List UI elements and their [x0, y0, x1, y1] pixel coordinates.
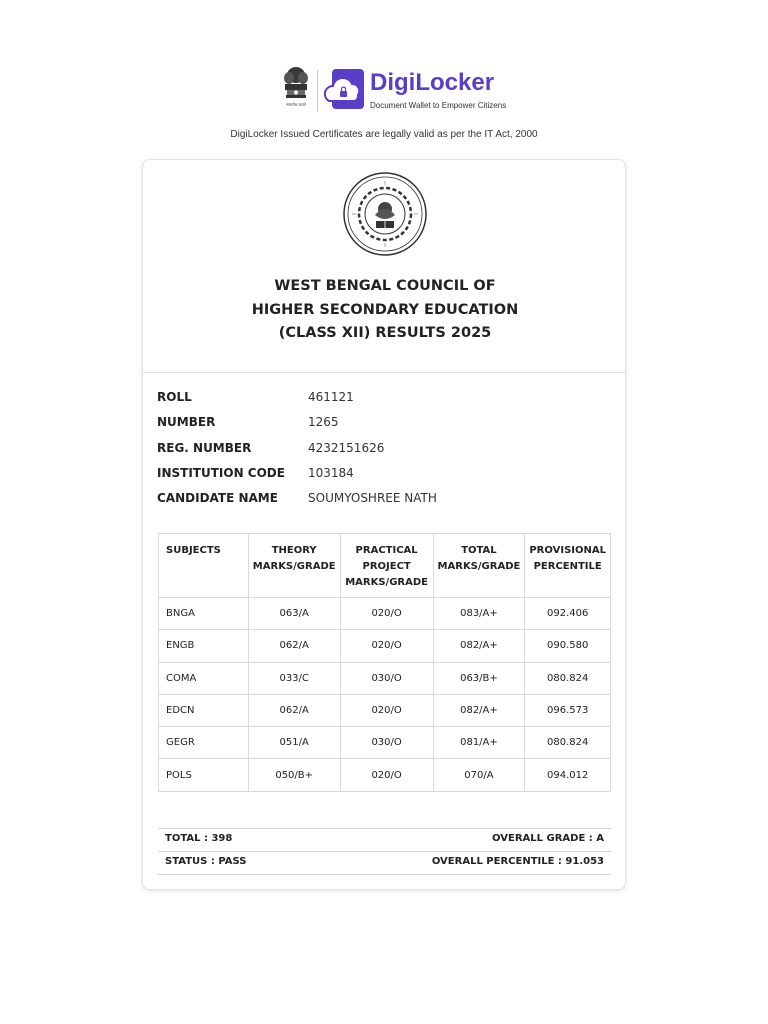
table-row	[159, 759, 611, 791]
table-header-row	[159, 534, 611, 598]
detail-row-reg-number	[157, 441, 617, 466]
detail-label: NUMBER	[157, 415, 216, 430]
table-row	[159, 727, 611, 759]
candidate-details	[157, 390, 617, 516]
detail-value: 461121	[308, 390, 354, 404]
table-row	[159, 598, 611, 630]
brand-tagline: Document Wallet to Empower Citizens	[370, 101, 507, 110]
overall-percentile: OVERALL PERCENTILE : 91.053	[431, 856, 604, 867]
theory-cell: 033/C	[248, 662, 340, 694]
percentile-cell: 094.012	[525, 759, 611, 791]
percentile-cell: 090.580	[525, 630, 611, 662]
column-header-theory: THEORY MARKS/GRADE	[248, 534, 340, 598]
table-row	[159, 630, 611, 662]
total-cell: 083/A+	[433, 598, 525, 630]
marks-table	[158, 533, 611, 792]
board-title	[143, 275, 627, 346]
practical-cell: 020/O	[340, 598, 433, 630]
practical-cell: 020/O	[340, 694, 433, 726]
total-cell: 082/A+	[433, 630, 525, 662]
practical-cell: 020/O	[340, 759, 433, 791]
legal-notice: DigiLocker Issued Certificates are legally valid as per the IT Act, 2000	[230, 129, 538, 140]
subject-cell: POLS	[159, 759, 249, 791]
theory-cell: 050/B+	[248, 759, 340, 791]
council-seal-icon	[342, 171, 428, 257]
percentile-cell: 092.406	[525, 598, 611, 630]
summary-row-status	[158, 851, 611, 875]
digilocker-logo-icon	[323, 67, 367, 113]
detail-row-roll	[157, 390, 617, 415]
column-header-practical: PRACTICAL PROJECT MARKS/GRADE	[340, 534, 433, 598]
theory-cell: 062/A	[248, 630, 340, 662]
table-row	[159, 694, 611, 726]
detail-value: 1265	[308, 415, 339, 430]
detail-label: REG. NUMBER	[157, 440, 252, 455]
certificate-card	[142, 159, 626, 890]
emblem-caption: सत्यमेव जयते	[286, 102, 306, 107]
digilocker-header	[0, 62, 768, 118]
detail-value: SOUMYOSHREE NATH	[308, 491, 437, 506]
detail-value: 4232151626	[308, 440, 385, 455]
column-header-subjects: SUBJECTS	[159, 534, 249, 598]
brand-name: DigiLocker	[370, 69, 495, 96]
percentile-cell: 080.824	[525, 727, 611, 759]
percentile-cell: 080.824	[525, 662, 611, 694]
column-header-total: TOTAL MARKS/GRADE	[433, 534, 525, 598]
practical-cell: 030/O	[340, 662, 433, 694]
subject-cell: BNGA	[159, 598, 249, 630]
total-cell: 070/A	[433, 759, 525, 791]
table-row	[159, 662, 611, 694]
detail-row-number	[157, 415, 617, 440]
theory-cell: 062/A	[248, 694, 340, 726]
subject-cell: GEGR	[159, 727, 249, 759]
total-cell: 063/B+	[433, 662, 525, 694]
detail-label: INSTITUTION CODE	[157, 465, 285, 480]
detail-row-candidate-name	[157, 491, 617, 516]
result-status: STATUS : PASS	[165, 856, 247, 867]
subject-cell: COMA	[159, 662, 249, 694]
detail-label: ROLL	[157, 390, 192, 404]
summary-row-total	[158, 828, 611, 851]
detail-label: CANDIDATE NAME	[157, 491, 278, 506]
column-header-percentile: PROVISIONAL PERCENTILE	[525, 534, 611, 598]
practical-cell: 030/O	[340, 727, 433, 759]
overall-grade: OVERALL GRADE : A	[492, 833, 604, 844]
board-title-line: WEST BENGAL COUNCIL OF	[274, 278, 496, 294]
subject-cell: ENGB	[159, 630, 249, 662]
logo-divider	[317, 70, 318, 112]
practical-cell: 020/O	[340, 630, 433, 662]
theory-cell: 051/A	[248, 727, 340, 759]
detail-row-institution-code	[157, 466, 617, 491]
total-cell: 081/A+	[433, 727, 525, 759]
theory-cell: 063/A	[248, 598, 340, 630]
detail-value: 103184	[308, 465, 354, 480]
percentile-cell: 096.573	[525, 694, 611, 726]
subject-cell: EDCN	[159, 694, 249, 726]
total-cell: 082/A+	[433, 694, 525, 726]
board-title-line: HIGHER SECONDARY EDUCATION	[251, 301, 519, 318]
total-marks: TOTAL : 398	[165, 833, 233, 844]
result-summary	[158, 828, 611, 875]
board-title-line: (CLASS XII) RESULTS 2025	[278, 325, 492, 341]
card-divider	[143, 372, 627, 373]
